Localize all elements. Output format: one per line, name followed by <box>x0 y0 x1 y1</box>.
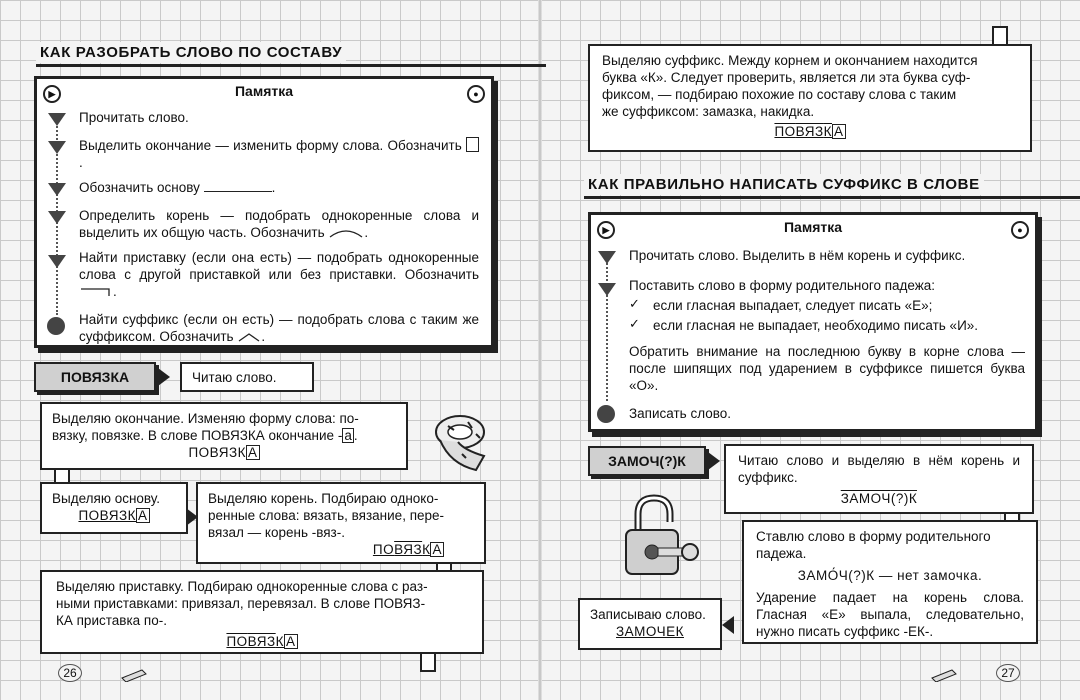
left-step-6: Найти суффикс (если он есть) — подобрать слова с таким же суффиксом. Обозначить . <box>79 312 479 344</box>
word-tag-zamochek: ЗАМОЧ(?)К <box>588 446 706 476</box>
step-end-icon <box>597 405 615 423</box>
base-symbol-icon <box>204 191 272 192</box>
left-step-4: Определить корень — подобрать однокоренные слова и выделить их общую часть. Обозначить . <box>79 208 479 240</box>
left-step-2: Выделить окончание — изменить форму слова. Обозначить . <box>79 137 479 171</box>
step-marker-icon <box>48 113 66 126</box>
right-memo-title: Памятка <box>783 219 843 235</box>
arrow-down-icon <box>420 654 436 672</box>
stop-icon: ● <box>467 85 485 103</box>
left-memo <box>34 76 494 348</box>
step-marker-icon <box>48 255 66 268</box>
step-marker-icon <box>48 141 66 154</box>
book-spine <box>538 0 542 700</box>
left-step-5: Найти приставку (если она есть) — подобрать однокоренные слова с другой приставкой или без приставки. Обозначить . <box>79 250 479 299</box>
step-marker-icon <box>598 283 616 296</box>
ending-symbol-icon <box>466 137 479 152</box>
left-step-3: Обозначить основу . <box>79 180 276 195</box>
step-marker-icon <box>598 251 616 264</box>
bandage-roll-icon <box>428 404 500 474</box>
genitive-box: Ставлю слово в форму родительного падежа. ЗАМО́Ч(?)К — нет замочка. Ударение падает на корень слова. Гласная «Е» выпала, следовательно, нужно писать суффикс -ЕК-. <box>742 520 1038 644</box>
padlock-icon <box>620 492 700 584</box>
read-root-box: Читаю слово и выделяю в нём корень и суффикс. ЗАМОЧ(?)К <box>724 444 1034 514</box>
arrow-right-icon <box>708 452 720 470</box>
word-prefix-marked: ПОВЯЗК А <box>226 634 296 649</box>
step-end-icon <box>47 317 65 335</box>
left-step-1: Прочитать слово. <box>79 110 189 125</box>
genitive-example: ЗАМО́Ч(?)К — нет замочка. <box>797 568 983 583</box>
left-memo-title: Памятка <box>234 83 294 99</box>
arrow-down-icon <box>992 26 1008 44</box>
suffix-box: Выделяю суффикс. Между корнем и окончанием находится буква «К». Следует проверить, является ли эта буква суф- фиксом, — подбираю похожие по составу слова с таким же суффиксом: замазка, накидка. ПОВЯЗК А <box>588 44 1032 152</box>
root-symbol-icon <box>328 228 364 238</box>
check-icon: ✓ <box>629 296 640 311</box>
write-box: Записываю слово. ЗАМОЧЕК <box>578 598 722 650</box>
arrow-left-icon <box>722 616 734 634</box>
base-box: Выделяю основу. ПОВЯЗК А <box>40 482 188 534</box>
right-check-1: если гласная выпадает, следует писать «Е»; <box>653 298 933 313</box>
pencil-icon <box>120 666 150 682</box>
left-heading: КАК РАЗОБРАТЬ СЛОВО ПО СОСТАВУ <box>36 42 346 63</box>
right-memo <box>588 212 1038 432</box>
right-note: Обратить внимание на последнюю букву в корне слова — после шипящих под ударением в суффиксе пишется буква «О». <box>629 344 1025 393</box>
ending-box: Выделяю окончание. Изменяю форму слова: по- вязку, повязке. В слове ПОВЯЗКА окончание - а . ПОВЯЗК А <box>40 402 408 470</box>
prefix-box: Выделяю приставку. Подбираю однокоренные слова с раз- ными приставками: привязал, перевязал. В слове ПОВЯЗ- КА приставка по-. ПОВЯЗК А <box>40 570 484 654</box>
pencil-icon <box>930 666 960 682</box>
word-suffix-marked: ПОВЯЗК А <box>774 124 844 139</box>
root-box: Выделяю корень. Подбираю одноко- ренные слова: вязать, вязание, пере- вязал — корень -вяз-. ПОВЯЗК А <box>196 482 486 564</box>
step-marker-icon <box>48 183 66 196</box>
word-base-marked: ПОВЯЗК А <box>78 508 148 523</box>
right-step-2: Поставить слово в форму родительного падежа: <box>629 278 936 293</box>
memo-timeline <box>606 251 608 401</box>
stop-icon: ● <box>1011 221 1029 239</box>
right-heading: КАК ПРАВИЛЬНО НАПИСАТЬ СУФФИКС В СЛОВЕ <box>584 174 984 195</box>
right-step-3: Записать слово. <box>629 406 732 421</box>
play-icon: ▶ <box>597 221 615 239</box>
word-root-marked: ПОВЯЗК А <box>372 542 442 557</box>
right-check-2: если гласная не выпадает, необходимо писать «И». <box>653 318 979 333</box>
suffix-symbol-icon <box>237 332 261 342</box>
written-word: ЗАМОЧЕК <box>616 624 684 639</box>
word-ending-marked: ПОВЯЗК А <box>188 445 258 460</box>
page-number-left: 26 <box>58 664 82 682</box>
read-box: Читаю слово. <box>180 362 314 392</box>
right-step-1: Прочитать слово. Выделить в нём корень и суффикс. <box>629 248 966 263</box>
check-icon: ✓ <box>629 316 640 331</box>
page-number-right: 27 <box>996 664 1020 682</box>
word-root-suffix-marked: ЗАМОЧ(?)К <box>840 491 918 506</box>
play-icon: ▶ <box>43 85 61 103</box>
prefix-symbol-icon <box>79 287 113 297</box>
arrow-right-icon <box>158 368 170 386</box>
word-tag-povyazka: ПОВЯЗКА <box>34 362 156 392</box>
step-marker-icon <box>48 211 66 224</box>
